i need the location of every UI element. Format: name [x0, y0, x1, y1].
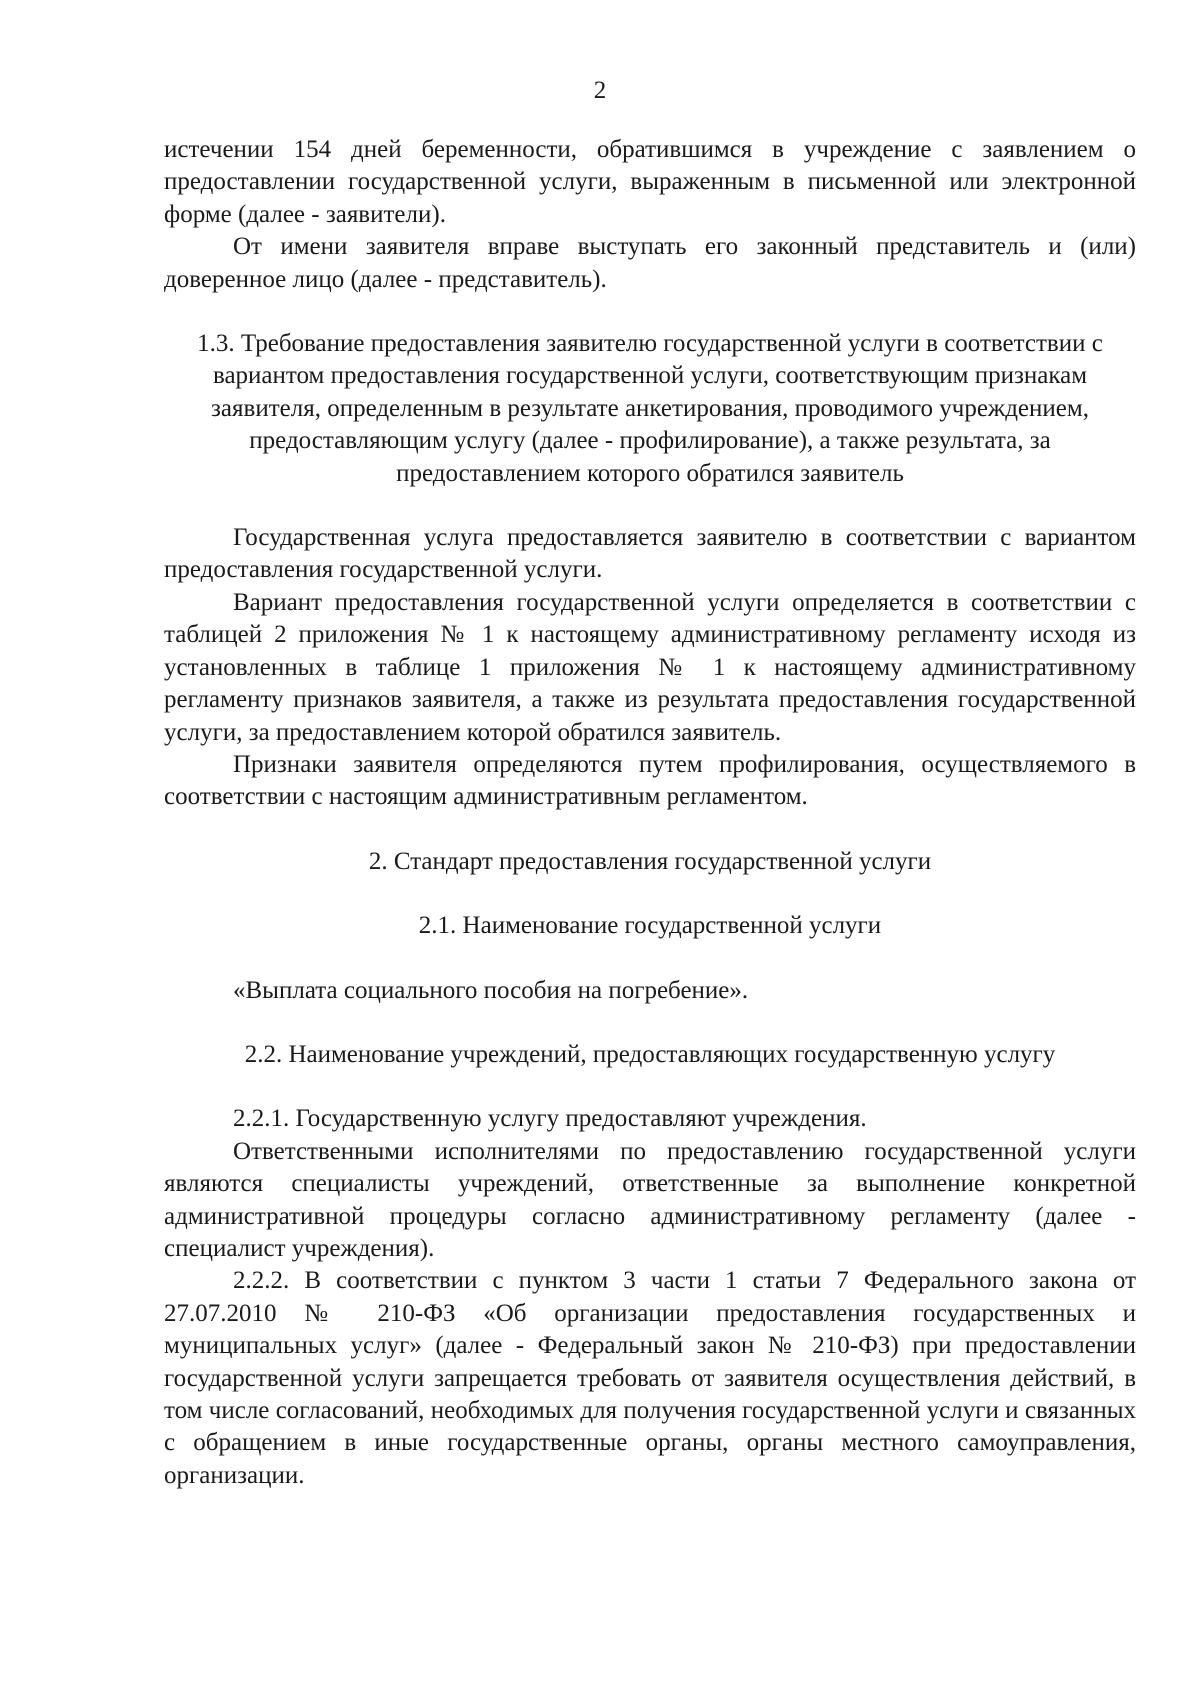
page-number: 2: [593, 77, 607, 104]
section-heading-2-2: 2.2. Наименование учреждений, предоставляющих государственную услугу: [244, 1040, 1056, 1068]
paragraph-representative: От имени заявителя вправе выступать его законный представитель и (или) доверенное лицо (далее - представитель).: [164, 233, 1136, 293]
paragraph-2-2-1: 2.2.1. Государственную услугу предоставляют учреждения.: [233, 1105, 867, 1133]
paragraph-applicants: истечении 154 дней беременности, обратившимся в учреждение с заявлением о предоставлении государственной услуги, выраженным в письменной или электронной форме (далее - заявители).: [164, 136, 1136, 228]
section-heading-2: 2. Стандарт предоставления государственной услуги: [368, 847, 932, 875]
document-body: [164, 134, 1136, 1492]
section-heading-2-1: 2.1. Наименование государственной услуги: [418, 912, 882, 940]
section-heading-1-3: 1.3. Требование предоставления заявителю государственной услуги в соответствии с вариантом предоставления государственной услуги, соответствующим признакам заявителя, определенным в результате анкетирования, проводимого учреждением, предоставляющим услугу (далее - профилирование), а также результата, за предоставлением которого обратился заявитель: [197, 330, 1103, 487]
paragraph-2-2-2: 2.2.2. В соответствии с пунктом 3 части 1 статьи 7 Федерального закона от 27.07.2010 № 210-ФЗ «Об организации предоставления государственных и муниципальных услуг» (далее - Федеральный закон № 210-ФЗ) при предоставлении государственной услуги запрещается требовать от заявителя осуществления действий, в том числе согласований, необходимых для получения государственной услуги и связанных с обращением в иные государственные органы, органы местного самоуправления, организации.: [164, 1267, 1136, 1489]
paragraph-service-name: «Выплата социального пособия на погребение».: [233, 976, 749, 1004]
paragraph-responsible-executors: Ответственными исполнителями по предоставлению государственной услуги являются специалисты учреждений, ответственные за выполнение конкретной административной процедуры согласно административному регламенту (далее - специалист учреждения).: [164, 1137, 1136, 1262]
paragraph-applicant-features: Признаки заявителя определяются путем профилирования, осуществляемого в соответствии с настоящим административным регламентом.: [164, 750, 1136, 811]
paragraph-service-variant: Государственная услуга предоставляется заявителю в соответствии с вариантом предоставления государственной услуги.: [164, 524, 1136, 584]
paragraph-variant-determination: Вариант предоставления государственной услуги определяется в соответствии с таблицей 2 приложения № 1 к настоящему административному регламенту исходя из установленных в таблице 1 приложения № 1 к настоящему административному регламенту признаков заявителя, а также из результата предоставления государственной услуги, за предоставлением которой обратился заявитель.: [164, 588, 1136, 746]
